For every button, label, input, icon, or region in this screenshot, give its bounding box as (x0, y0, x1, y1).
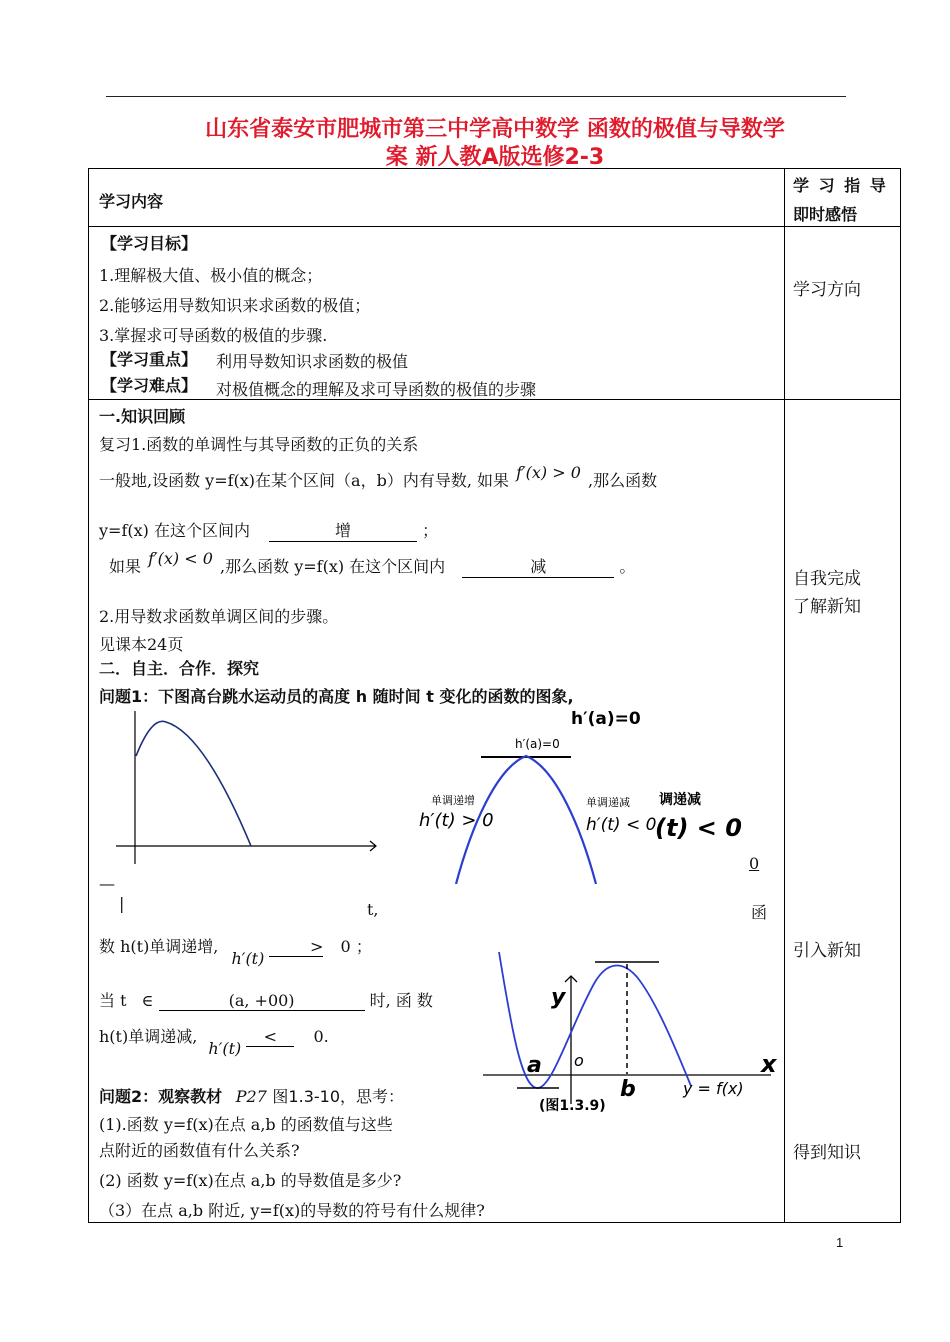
header-guide-label: 学 习 指 导 (793, 176, 888, 195)
review-line-6: 见课本24页 (99, 635, 184, 654)
derivative-negative-expr: f′(x) < 0 (148, 549, 213, 568)
fig2-a-label: a (527, 1053, 542, 1078)
side-note-direction: 学习方向 (793, 280, 861, 300)
fig2-b-label: b (620, 1077, 636, 1102)
fig2-caption: (图1.3.9) (539, 1098, 606, 1112)
dive-height-curve (136, 721, 251, 846)
blank-decreasing: 减 (462, 554, 614, 578)
header-rule (106, 96, 846, 97)
fig2-function-label: y = f(x) (683, 1079, 744, 1098)
difficulty-text: 对极值概念的理解及求可导函数的极值的步骤 (216, 380, 537, 399)
difficulty-label: 【学习难点】 (101, 376, 198, 395)
header-content-cell (89, 169, 785, 227)
dec-derivative-line: h(t)单调递减, h′(t) < 0. (99, 1027, 329, 1058)
fragment-bar: | (119, 894, 125, 913)
extrema-figure (477, 942, 779, 1112)
textbook-page: P27 (235, 1087, 267, 1106)
blank-inc-sign: > (269, 937, 323, 957)
goal-item-1: 1.理解极大值、极小值的概念； (99, 266, 323, 285)
fig2-y-label: y (551, 985, 566, 1010)
lesson-table (88, 168, 901, 1223)
page-title-line2: 案 新人教A版选修2-3 (385, 145, 605, 170)
inc-derivative-expr: h′(t) (231, 949, 265, 968)
fragment-dash: — (99, 874, 115, 893)
review-line-3: y=f(x) 在这个区间内 增 ； (99, 518, 438, 542)
header-insight-label: 即时感悟 (793, 205, 858, 224)
blank-dec-sign: < (246, 1027, 294, 1047)
explore-heading: 二．自主．合作．探究 (99, 659, 260, 678)
goals-cell (89, 227, 785, 400)
blank-interval: (a, +00) (159, 991, 365, 1011)
dec-derivative-expr: h′(t) (208, 1039, 242, 1058)
header-content-label: 学习内容 (99, 192, 164, 211)
side-note-understand: 了解新知 (793, 597, 861, 617)
derivative-positive-expr: f′(x) > 0 (516, 463, 581, 482)
page-number: 1 (836, 1235, 844, 1250)
fig1-dec-small-label: 单调递减 (586, 796, 630, 809)
question-2-part-1b: 点附近的函数值有什么关系? (99, 1141, 300, 1160)
question-2: 问题2：观察教材 P27 图1.3-10，思考： (99, 1087, 405, 1106)
blank-increasing: 增 (269, 518, 417, 542)
fig1-inc-small-label: 单调递增 (431, 794, 475, 807)
goal-item-2: 2.能够运用导数知识来求函数的极值； (99, 296, 371, 315)
fig2-origin-label: o (574, 1051, 584, 1070)
header-guide-cell (785, 169, 901, 227)
main-content-cell (89, 400, 785, 1223)
fig1-inc-expr: h′(t) > 0 (419, 810, 494, 831)
fragment-comma: t, (367, 900, 379, 919)
inc-derivative-line: 数 h(t)单调递增, h′(t) > 0 ； (99, 937, 372, 968)
review-line-2: 一般地,设函数 y=f(x)在某个区间（a，b）内有导数, 如果 f′(x) > 0 ,那么函数 (99, 463, 658, 490)
question-1: 问题1：下图高台跳水运动员的高度 h 随时间 t 变化的函数的图象, (99, 687, 574, 706)
side-note-obtain: 得到知识 (793, 1143, 861, 1163)
goals-heading: 【学习目标】 (101, 234, 198, 253)
goal-item-3: 3.掌握求可导函数的极值的步骤. (99, 326, 328, 345)
fig1-top-small-label: h′(a)=0 (515, 737, 560, 751)
review-line-5: 2.用导数求函数单调区间的步骤。 (99, 607, 339, 626)
fragment-han: 函 (751, 903, 768, 922)
derivative-sign-figure (411, 708, 771, 884)
fig1-dec-expr: h′(t) < 0 (586, 815, 657, 835)
fragment-zero: 0 (749, 854, 760, 873)
key-point-text: 利用导数知识求函数的极值 (216, 352, 409, 371)
question-2-part-2: (2) 函数 y=f(x)在点 a,b 的导数值是多少? (99, 1171, 402, 1190)
review-line-4: 如果 f′(x) < 0 ,那么函数 y=f(x) 在这个区间内 减 。 (109, 549, 636, 576)
fig1-top-large-label: h′(a)=0 (571, 709, 641, 729)
side-note-self-complete: 自我完成 (793, 569, 861, 589)
key-point-label: 【学习重点】 (101, 350, 198, 369)
question-2-part-3: （3）在点 a,b 附近, y=f(x)的导数的符号有什么规律? (99, 1201, 485, 1220)
question-2-part-1a: (1).函数 y=f(x)在点 a,b 的函数值与这些 (99, 1115, 393, 1134)
dive-height-graph (111, 706, 381, 866)
review-heading: 一.知识回顾 (99, 407, 186, 426)
fig1-dec-large-expr: (t) < 0 (655, 814, 742, 842)
page-title-line1: 山东省泰安市肥城市第三中学高中数学 函数的极值与导数学 (205, 117, 785, 142)
fig2-x-label: x (761, 1050, 777, 1078)
review-line-1: 复习1.函数的单调性与其导函数的正负的关系 (99, 435, 419, 454)
side-note-introduce: 引入新知 (793, 941, 861, 961)
main-side-cell (785, 400, 901, 1223)
goals-side-cell (785, 227, 901, 400)
fig1-dec-large-label: 调递减 (659, 792, 701, 808)
when-t-line: 当 t ∈ (a, +00) 时, 函 数 (99, 991, 433, 1010)
